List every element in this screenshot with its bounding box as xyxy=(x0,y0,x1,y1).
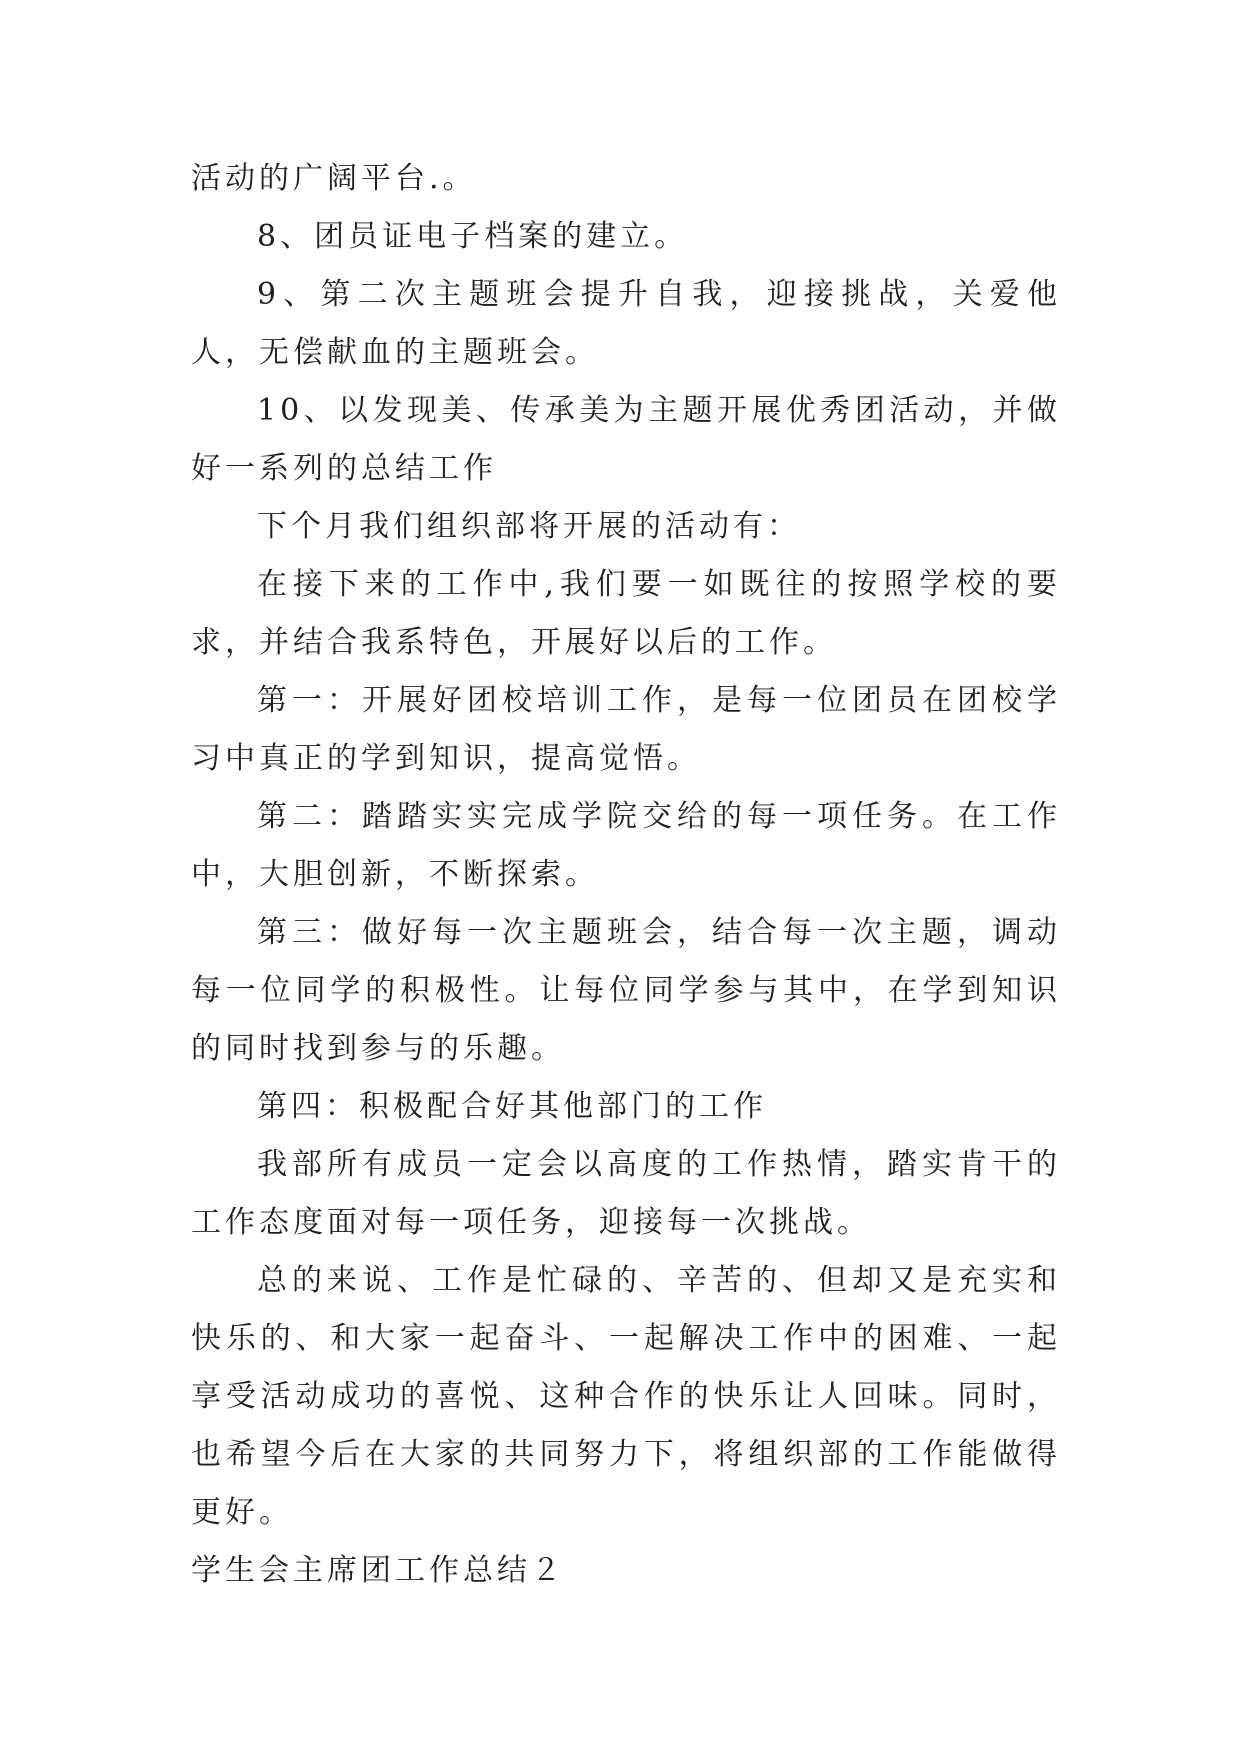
paragraph-item-10: 10、以发现美、传承美为主题开展优秀团活动，并做好一系列的总结工作 xyxy=(191,393,1061,486)
paragraph-next-month-intro: 下个月我们组织部将开展的活动有： xyxy=(257,509,801,544)
paragraph-second: 第二：踏踏实实完成学院交给的每一项任务。在工作中，大胆创新，不断探索。 xyxy=(191,799,1061,892)
document-body xyxy=(191,150,1061,1600)
paragraph-summary: 总的来说、工作是忙碌的、辛苦的、但却又是充实和快乐的、和大家一起奋斗、一起解决工作中的困难、一起享受活动成功的喜悦、这种合作的快乐让人回味。同时，也希望今后在大家的共同努力下，将组织部的工作能做得更好。 xyxy=(191,1263,1061,1530)
paragraph-third: 第三：做好每一次主题班会，结合每一次主题，调动每一位同学的积极性。让每位同学参与其中，在学到知识的同时找到参与的乐趣。 xyxy=(191,915,1061,1066)
paragraph-item-8: 8、团员证电子档案的建立。 xyxy=(257,219,689,254)
paragraph-future-work: 在接下来的工作中,我们要一如既往的按照学校的要求，并结合我系特色，开展好以后的工作。 xyxy=(191,567,1061,660)
paragraph-item-9: 9、第二次主题班会提升自我，迎接挑战，关爱他人，无偿献血的主题班会。 xyxy=(191,277,1061,370)
paragraph-fourth: 第四：积极配合好其他部门的工作 xyxy=(257,1089,767,1124)
paragraph-commitment: 我部所有成员一定会以高度的工作热情，踏实肯干的工作态度面对每一项任务，迎接每一次挑战。 xyxy=(191,1147,1061,1240)
paragraph-continuation: 活动的广阔平台.。 xyxy=(191,161,477,196)
section-title: 学生会主席团工作总结２ xyxy=(191,1553,565,1588)
paragraph-first: 第一：开展好团校培训工作，是每一位团员在团校学习中真正的学到知识，提高觉悟。 xyxy=(191,683,1061,776)
